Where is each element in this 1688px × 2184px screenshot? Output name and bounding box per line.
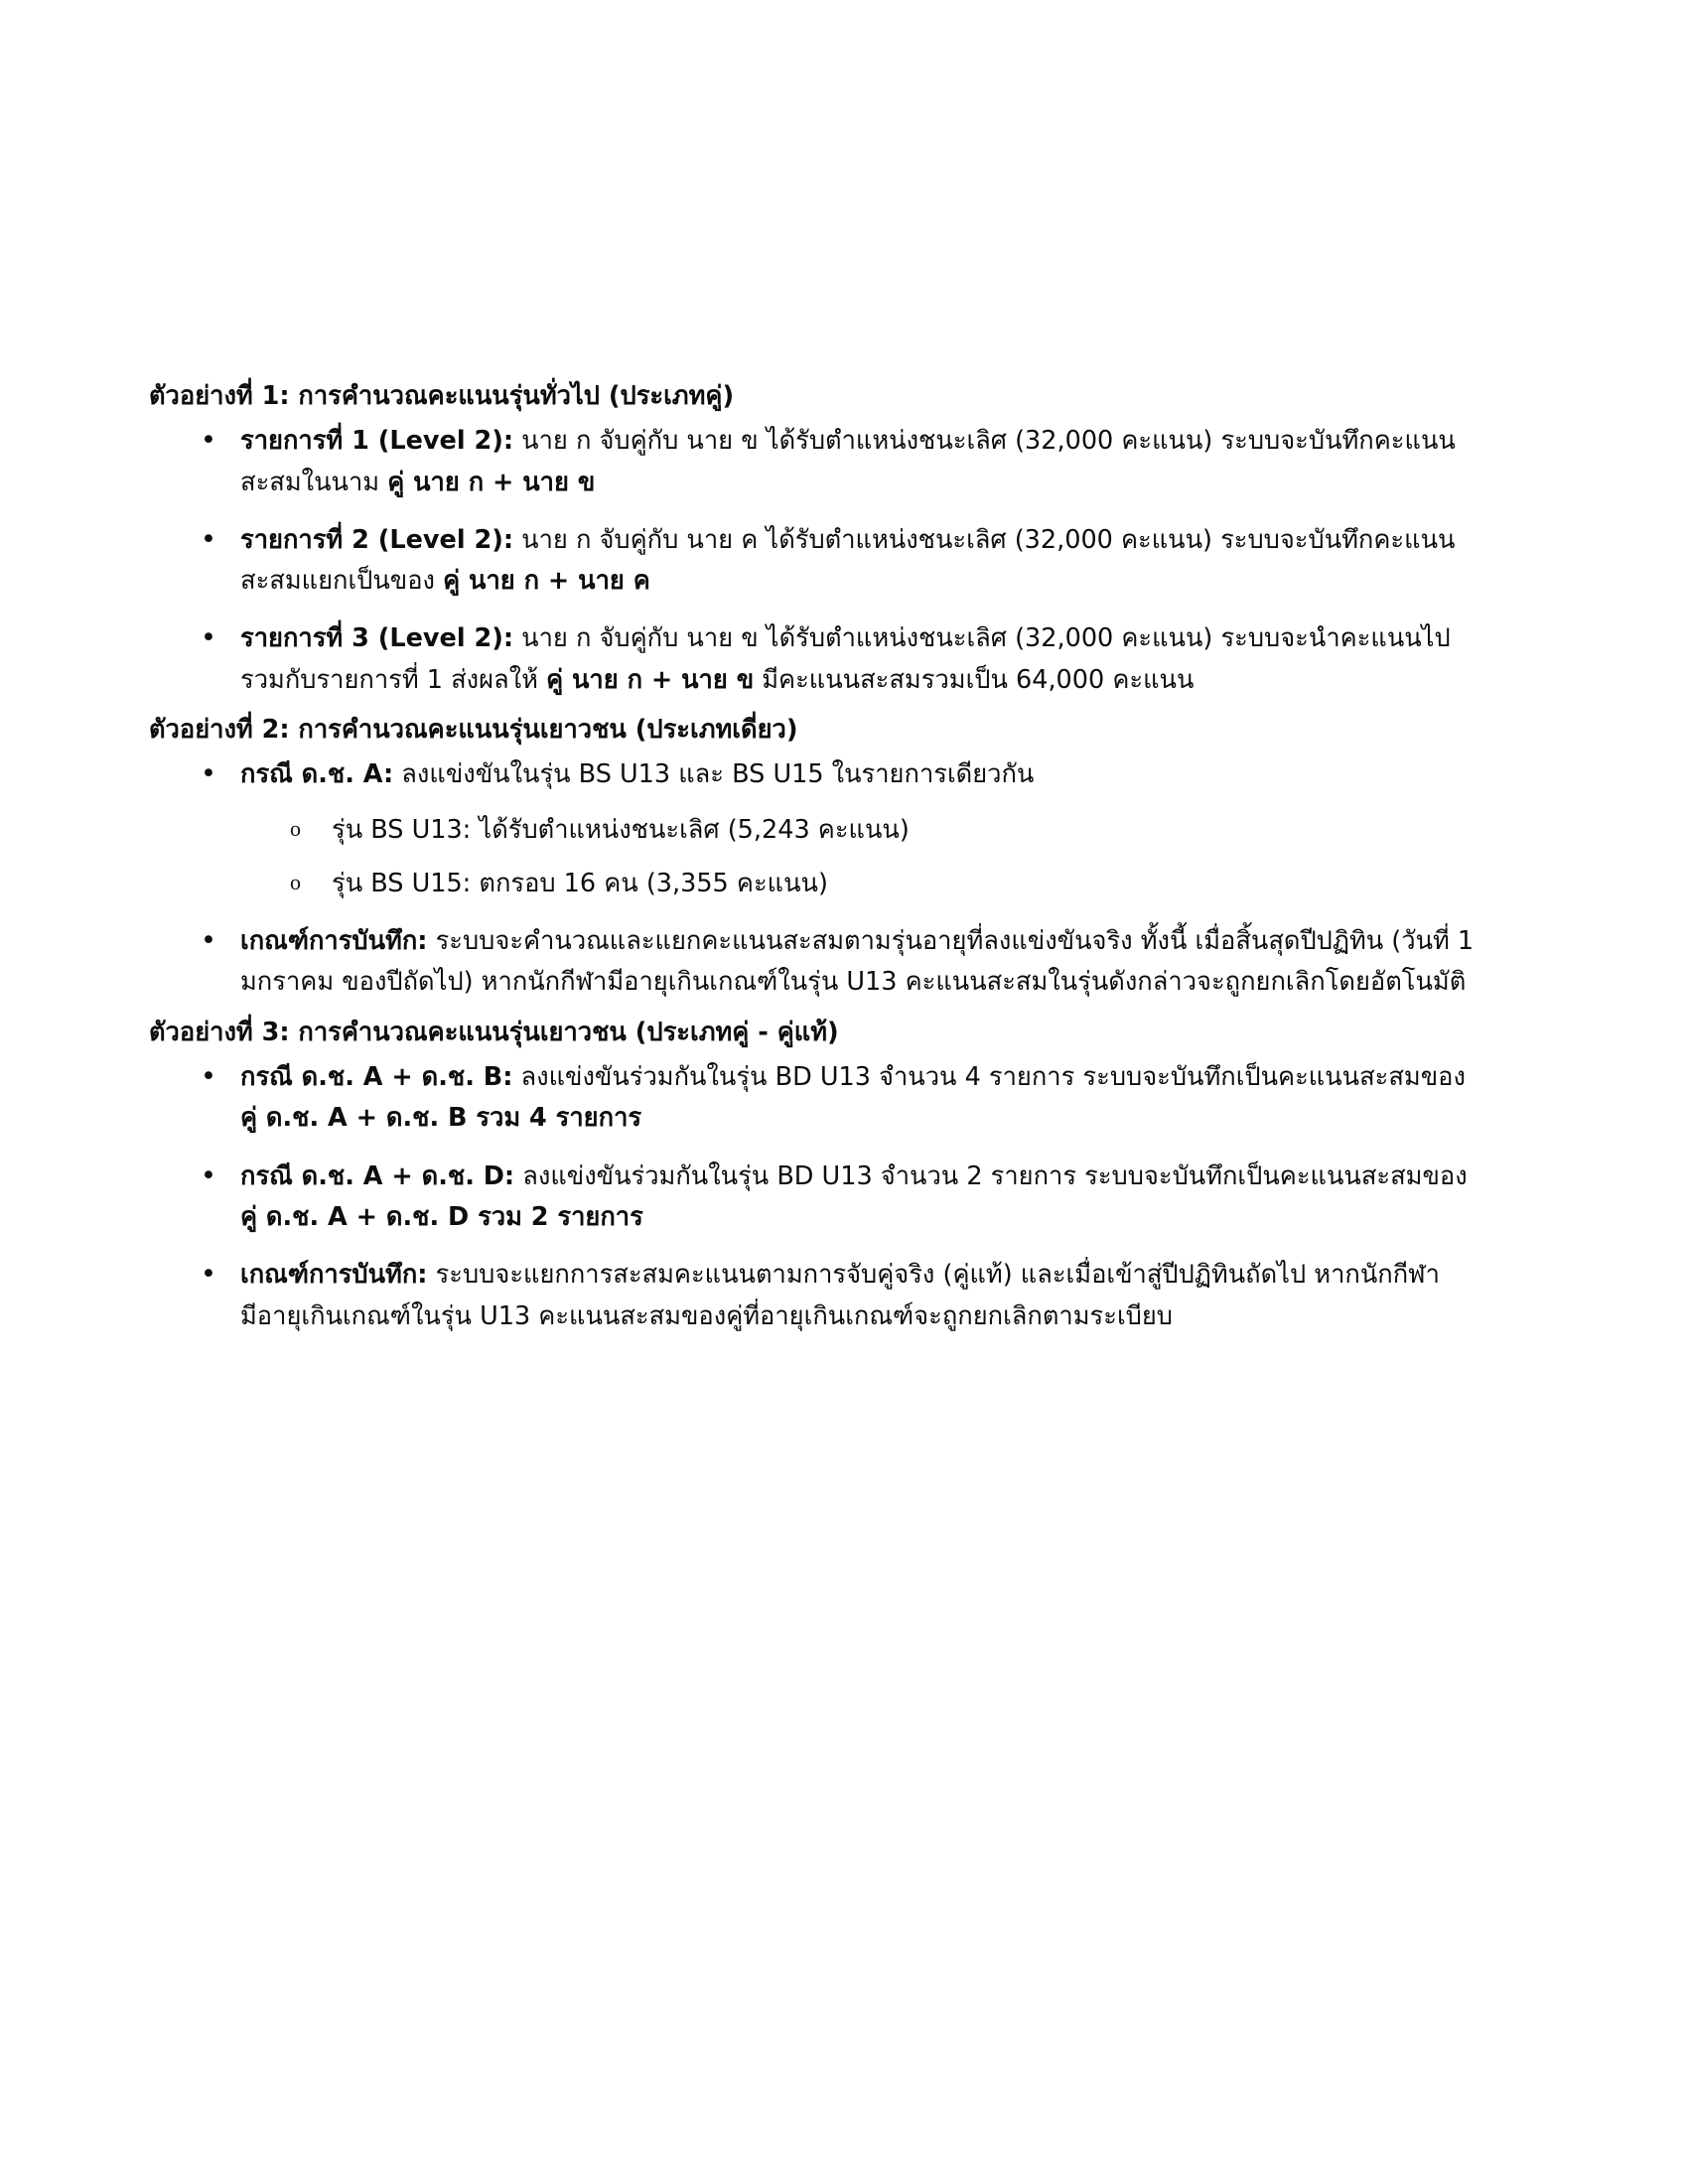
list-item xyxy=(149,921,1475,1004)
bullet-list xyxy=(149,1057,1475,1337)
list-item-body: นาย ก จับคู่กับ นาย ค ได้รับตำแหน่งชนะเลิศ (32,000 คะแนน) ระบบจะบันทึกคะแนนสะสมแยกเป็นของ xyxy=(240,524,1456,597)
list-item-body: นาย ก จับคู่กับ นาย ข ได้รับตำแหน่งชนะเลิศ (32,000 คะแนน) ระบบจะบันทึกคะแนนสะสมในนาม xyxy=(240,426,1456,497)
list-item-lead: รายการที่ 1 (Level 2): xyxy=(240,426,514,457)
list-item-body: ระบบจะแยกการสะสมคะแนนตามการจับคู่จริง (คู่แท้) และเมื่อเข้าสู่ปีปฏิทินถัดไป หากนักกีฬามีอายุเกินเกณฑ์ในรุ่น U13 คะแนนสะสมของคู่ที่อายุเกินเกณฑ์จะถูกยกเลิกตามระเบียบ xyxy=(240,1260,1440,1331)
sub-list-item xyxy=(240,864,1475,904)
list-item-lead: รายการที่ 2 (Level 2): xyxy=(240,524,514,555)
bullet-icon: • xyxy=(201,1160,216,1191)
bullet-icon: • xyxy=(201,925,216,957)
list-item-text xyxy=(240,1057,1475,1140)
list-item-lead: เกณฑ์การบันทึก: xyxy=(240,926,428,957)
list-item xyxy=(149,754,1475,904)
section-heading: ตัวอย่างที่ 1: การคำนวณคะแนนรุ่นทั่วไป (ประเภทคู่) xyxy=(149,381,735,411)
section-heading: ตัวอย่างที่ 2: การคำนวณคะแนนรุ่นเยาวชน (ประเภทเดี่ยว) xyxy=(149,715,798,746)
sub-bullet-list xyxy=(240,810,1475,905)
list-item-emphasis: คู่ ด.ช. A + ด.ช. B รวม 4 รายการ xyxy=(240,1103,642,1134)
section-example-1 xyxy=(149,377,1475,701)
bullet-icon: • xyxy=(201,622,216,654)
list-item-text xyxy=(240,618,1475,701)
list-item-body: ระบบจะคำนวณและแยกคะแนนสะสมตามรุ่นอายุที่ลงแข่งขันจริง ทั้งนี้ เมื่อสิ้นสุดปีปฏิทิน (วันที่ 1 มกราคม ของปีถัดไป) หากนักกีฬามีอายุเกินเกณฑ์ในรุ่น U13 คะแนนสะสมในรุ่นดังกล่าวจะถูกยกเลิกโดยอัตโนมัติ xyxy=(240,926,1475,998)
list-item-lead: รายการที่ 3 (Level 2): xyxy=(240,623,514,654)
list-item-emphasis: คู่ นาย ก + นาย ข xyxy=(546,664,755,695)
bullet-icon: • xyxy=(201,758,216,790)
list-item xyxy=(149,1057,1475,1140)
list-item-lead: กรณี ด.ช. A: xyxy=(240,759,394,790)
bullet-list xyxy=(149,754,1475,1003)
sub-list-item xyxy=(240,810,1475,851)
bullet-list xyxy=(149,421,1475,701)
bullet-icon: • xyxy=(201,523,216,555)
list-item-lead: เกณฑ์การบันทึก: xyxy=(240,1260,428,1291)
list-item-text xyxy=(240,520,1475,603)
section-example-2 xyxy=(149,711,1475,1004)
list-item xyxy=(149,421,1475,503)
list-item-lead: กรณี ด.ช. A + ด.ช. D: xyxy=(240,1160,515,1191)
list-item-emphasis: คู่ ด.ช. A + ด.ช. D รวม 2 รายการ xyxy=(240,1201,643,1232)
list-item-body: ลงแข่งขันในรุ่น BS U13 และ BS U15 ในรายการเดียวกัน xyxy=(393,759,1035,790)
section-heading: ตัวอย่างที่ 3: การคำนวณคะแนนรุ่นเยาวชน (ประเภทคู่ - คู่แท้) xyxy=(149,1017,839,1047)
sub-bullet-icon: o xyxy=(290,815,301,841)
list-item xyxy=(149,618,1475,701)
list-item xyxy=(149,520,1475,603)
document-body xyxy=(149,377,1475,1337)
list-item-text xyxy=(240,1255,1475,1337)
list-item xyxy=(149,1255,1475,1337)
bullet-icon: • xyxy=(201,1061,216,1093)
list-item xyxy=(149,1157,1475,1239)
list-item-body: ลงแข่งขันร่วมกันในรุ่น BD U13 จำนวน 2 รายการ ระบบจะบันทึกเป็นคะแนนสะสมของ xyxy=(514,1160,1468,1191)
list-item-emphasis: คู่ นาย ก + นาย ข xyxy=(387,467,596,497)
list-item-emphasis: คู่ นาย ก + นาย ค xyxy=(443,566,650,597)
sub-list-item-text: รุ่น BS U13: ได้รับตำแหน่งชนะเลิศ (5,243 คะแนน) xyxy=(332,814,910,845)
sub-bullet-icon: o xyxy=(290,869,301,894)
bullet-icon: • xyxy=(201,425,216,457)
list-item-text xyxy=(240,921,1475,1004)
list-item-text xyxy=(240,754,1475,795)
list-item-tail: มีคะแนนสะสมรวมเป็น 64,000 คะแนน xyxy=(754,664,1195,695)
list-item-lead: กรณี ด.ช. A + ด.ช. B: xyxy=(240,1062,513,1093)
list-item-text xyxy=(240,1157,1475,1239)
list-item-body: นาย ก จับคู่กับ นาย ข ได้รับตำแหน่งชนะเลิศ (32,000 คะแนน) ระบบจะนำคะแนนไปรวมกับรายการที่ 1 ส่งผลให้ xyxy=(240,623,1451,695)
section-example-3 xyxy=(149,1014,1475,1337)
list-item-body: ลงแข่งขันร่วมกันในรุ่น BD U13 จำนวน 4 รายการ ระบบจะบันทึกเป็นคะแนนสะสมของ xyxy=(512,1062,1466,1093)
sub-list-item-text: รุ่น BS U15: ตกรอบ 16 คน (3,355 คะแนน) xyxy=(332,868,828,898)
list-item-text xyxy=(240,421,1475,503)
bullet-icon: • xyxy=(201,1259,216,1291)
